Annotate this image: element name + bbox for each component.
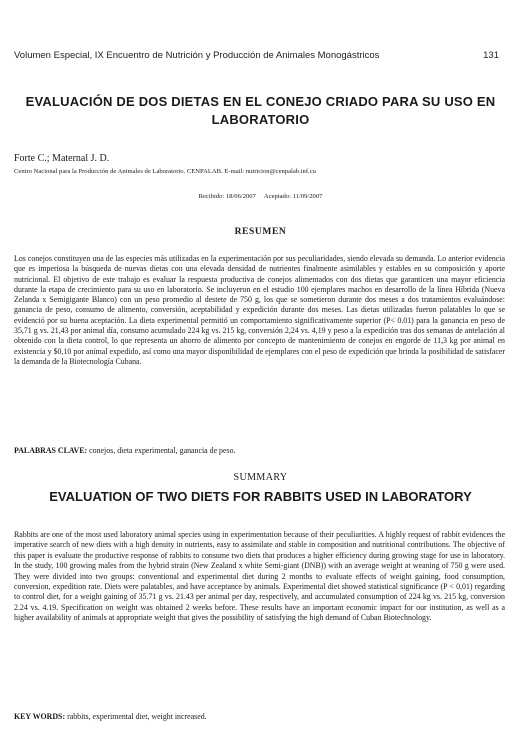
- keywords-english: [14, 712, 505, 721]
- received-date: Recibido: 18/06/2007: [198, 193, 256, 200]
- affiliation: Centro Nacional para la Producción de Animales de Laboratorio. CENPALAB. E-mail: nutricion@cenpalab.inf.cu: [14, 168, 316, 175]
- resumen-heading: RESUMEN: [234, 227, 287, 237]
- keywords-english-label: KEY WORDS:: [14, 712, 66, 721]
- abstract-spanish: Los conejos constituyen una de las especies más utilizadas en la experimentación por sus peculiaridades, siendo elevada su demanda. Lo anterior evidencia que es imperiosa la búsqueda de nuevas dietas con una elevada densidad de nutrientes finalmente asimilables y estables en su composición y aporte nutricional. El objetivo de este trabajo es evaluar la respuesta productiva de conejos alimentados con dos dietas que garanticen una mayor eficiencia durante la etapa de crecimiento para su uso en laboratorio. Se incluyeron en el estudio 100 ejemplares machos en desarrollo de la línea Híbrida (Nueva Zelanda x Semigigante Blanco) con un peso promedio al destete de 750 g, los que se sometieron durante dos meses a dos tratamientos evaluándose: ganancia de peso, consumo de alimento, conversión, aceptabilidad y expedición durante dos meses. Las dietas utilizadas fueron palatables lo que se evidenció por su buena aceptación. La dieta experimental permitió un comportamiento significativamente superior (P< 0.01) para la ganancia en peso de 35,71 g vs. 21,43 por animal día, consumo acumulado 224 kg vs. 215 kg, conversión 2,24 vs. 4,19 y peso a la expedición tras dos semanas de antelación al obtenido con la dieta control, lo que representa un ahorro de alimento por concepto de mantenimiento de conejos en engorde de 11,3 kg por animal en existencia y $0,10 por animal expedido, así como una mayor disponibilidad de ejemplares con el peso de expedición que brinda la posibilidad de satisfacer la demanda de la Biotecnología Cubana.: [14, 254, 505, 366]
- accepted-date: Aceptado: 11/09/2007: [263, 193, 323, 200]
- keywords-spanish-text: conejos, dieta experimental, ganancia de peso.: [89, 446, 236, 455]
- title-english: EVALUATION OF TWO DIETS FOR RABBITS USED IN LABORATORY: [49, 489, 472, 504]
- running-header: [14, 50, 499, 61]
- received-accepted-dates: [0, 193, 521, 200]
- abstract-english: Rabbits are one of the most used laboratory animal species using in experimentation because of their peculiarities. A highly request of rabbit evidences the imperative search of new diets with a high density in nutrients, easy to assimilate and stable in composition and nutritional contributions. The objective of this paper is evaluate the productive response of rabbits to consume two diets that produces a higher efficiency during growing stage for use in laboratory. In the study, 100 growing males from the hybrid strain (New Zealand x white Semi-giant (DNB)) with an average weight at weaning of 750 g were used. They were divided into two groups: conventional and experimental diet during 2 months to evaluate effects of weight gaining, food consumption, conversion, expedition rate. Diets were palatables, and have acceptance by animals. Experimental diet showed statistical significance (P < 0,01) regarding to control diet, for a weight gaining of 35.71 g vs. 21.43 per animal per day, respectively, and accumulated consumption of 224 kg vs. 215 kg, conversion 2.24 vs. 4.19. Specification on weight was obtained 2 weeks before. These results have an important economic impact for our institution, as well as a higher availability of animals at appropriate weight that gives the possibility of satisfying the high demand of Cuban Biotechnology.: [14, 530, 505, 623]
- title-spanish: EVALUACIÓN DE DOS DIETAS EN EL CONEJO CRIADO PARA SU USO EN LABORATORIO: [25, 94, 496, 127]
- journal-name: Volumen Especial, IX Encuentro de Nutrición y Producción de Animales Monogástricos: [14, 50, 380, 61]
- keywords-spanish: [14, 446, 505, 455]
- authors: Forte C.; Maternal J. D.: [14, 153, 110, 164]
- page-number: 131: [483, 50, 499, 61]
- summary-heading: SUMMARY: [233, 472, 288, 483]
- keywords-spanish-label: PALABRAS CLAVE:: [14, 446, 88, 455]
- keywords-english-text: rabbits, experimental diet, weight increased.: [67, 712, 207, 721]
